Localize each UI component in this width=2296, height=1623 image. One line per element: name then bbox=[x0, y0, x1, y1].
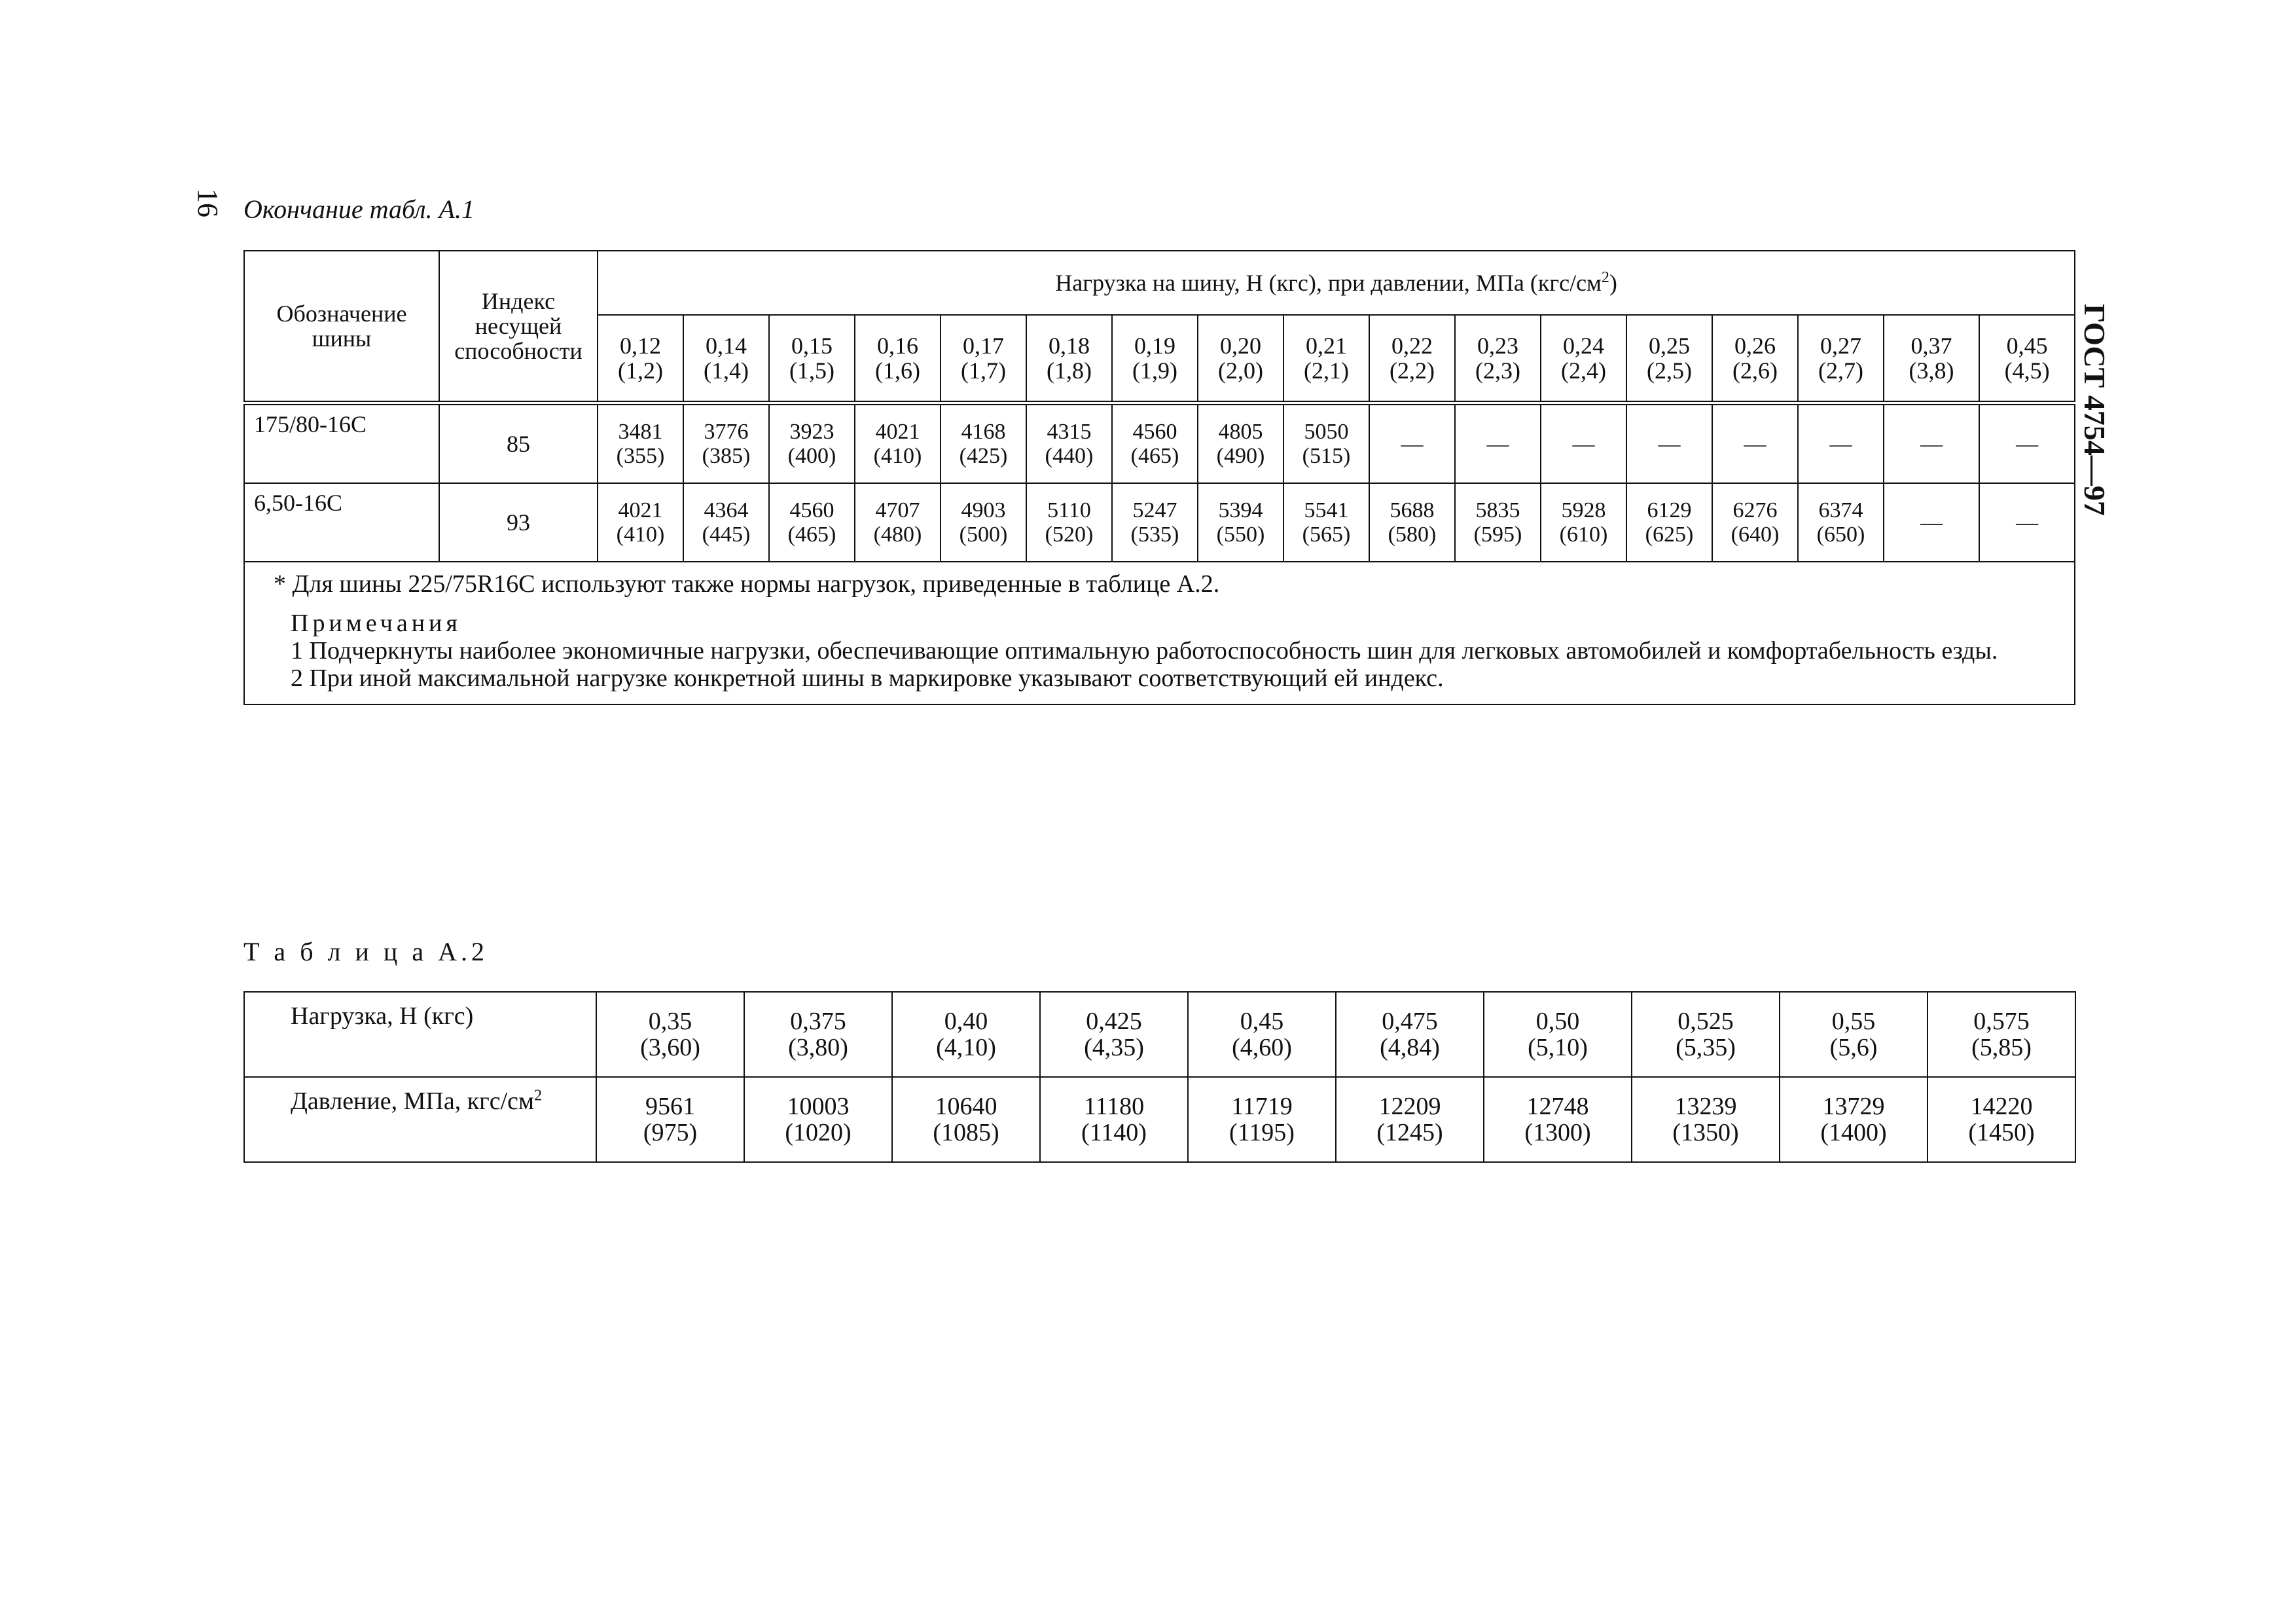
load-cell bbox=[1198, 403, 1283, 484]
load-cell-kgf: (440) bbox=[1045, 444, 1094, 468]
load-cell-kgf: (500) bbox=[959, 522, 1008, 547]
notes-heading: Примечания bbox=[291, 610, 461, 637]
load-cell-value: — bbox=[1920, 510, 1943, 535]
a2-pressure-cell-value: 13729 bbox=[1822, 1093, 1885, 1120]
a2-load-cell bbox=[1188, 992, 1336, 1077]
pressure-label-text: Давление, МПа, кгс/см bbox=[291, 1087, 535, 1115]
load-cell bbox=[683, 483, 769, 562]
pressure-header-cell-kgf: (2,0) bbox=[1218, 357, 1263, 384]
pressure-header-cell-kgf: (1,7) bbox=[961, 357, 1006, 384]
a2-load-cell bbox=[1632, 992, 1780, 1077]
pressure-header-cell-kgf: (2,5) bbox=[1647, 357, 1692, 384]
a2-load-cell-value: 0,425 bbox=[1086, 1008, 1142, 1035]
pressure-header-cell bbox=[769, 315, 855, 403]
load-cell-kgf: (465) bbox=[1130, 444, 1179, 468]
load-index-cell: 85 bbox=[439, 403, 598, 484]
table-a2-caption: Т а б л и ц а А.2 bbox=[243, 937, 488, 966]
header-load-group-text: Нагрузка на шину, Н (кгс), при давлении, МПа (кгс/см bbox=[1055, 270, 1602, 296]
a2-pressure-cell-kgf: (1300) bbox=[1524, 1119, 1591, 1146]
load-cell bbox=[1369, 403, 1455, 484]
load-cell-kgf: (425) bbox=[959, 444, 1008, 468]
load-cell bbox=[683, 403, 769, 484]
a2-load-cell bbox=[744, 992, 892, 1077]
header-load-group bbox=[598, 251, 2075, 315]
pressure-header-cell bbox=[1541, 315, 1626, 403]
pressure-header-cell-kgf: (1,5) bbox=[789, 357, 834, 384]
load-cell bbox=[1626, 403, 1712, 484]
load-cell-value: 4364 bbox=[704, 498, 749, 522]
pressure-header-cell bbox=[1283, 315, 1369, 403]
a2-pressure-cell-kgf: (975) bbox=[643, 1119, 698, 1146]
load-cell-value: 5928 bbox=[1561, 498, 1606, 522]
a2-pressure-cell-value: 12209 bbox=[1378, 1093, 1441, 1120]
pressure-header-cell-kgf: (1,8) bbox=[1047, 357, 1092, 384]
pressure-header-cell-value: 0,45 bbox=[2006, 333, 2048, 359]
a2-load-cell-value: 0,575 bbox=[1973, 1008, 2030, 1035]
pressure-header-cell-kgf: (1,2) bbox=[618, 357, 663, 384]
load-cell-kgf: (465) bbox=[787, 522, 836, 547]
load-cell-value: 3481 bbox=[618, 420, 663, 444]
pressure-header-cell-value: 0,21 bbox=[1306, 333, 1347, 359]
a2-load-cell-kgf: (5,10) bbox=[1528, 1034, 1588, 1061]
load-cell-kgf: (565) bbox=[1302, 522, 1351, 547]
a2-load-cell-kgf: (4,10) bbox=[936, 1034, 996, 1061]
pressure-header-cell bbox=[1626, 315, 1712, 403]
load-cell-value: 5688 bbox=[1390, 498, 1435, 522]
load-cell bbox=[1712, 483, 1798, 562]
load-cell-kgf: (410) bbox=[873, 444, 922, 468]
pressure-header-cell bbox=[1369, 315, 1455, 403]
a2-load-cell-value: 0,55 bbox=[1831, 1008, 1876, 1035]
load-cell bbox=[1541, 483, 1626, 562]
a2-pressure-cell-value: 11719 bbox=[1231, 1093, 1293, 1120]
a2-pressure-cell-value: 14220 bbox=[1970, 1093, 2033, 1120]
load-cell bbox=[1979, 483, 2075, 562]
a2-pressure-cell bbox=[1484, 1077, 1632, 1162]
load-cell bbox=[855, 483, 941, 562]
a2-pressure-cell-kgf: (1245) bbox=[1376, 1119, 1443, 1146]
a2-load-cell bbox=[1040, 992, 1188, 1077]
header-tire-designation: Обозначение шины bbox=[244, 251, 439, 403]
a2-pressure-cell-kgf: (1085) bbox=[933, 1119, 999, 1146]
load-cell bbox=[1455, 403, 1541, 484]
load-cell bbox=[598, 403, 683, 484]
a2-pressure-cell bbox=[1188, 1077, 1336, 1162]
load-cell-value: 4315 bbox=[1047, 420, 1092, 444]
pressure-header-cell-kgf: (3,8) bbox=[1909, 357, 1954, 384]
load-cell bbox=[1884, 403, 1979, 484]
load-cell bbox=[941, 403, 1026, 484]
pressure-label-sup: 2 bbox=[534, 1087, 543, 1104]
a2-pressure-cell bbox=[1336, 1077, 1484, 1162]
table-a1-notes bbox=[244, 562, 2075, 704]
table-row bbox=[244, 403, 2075, 484]
a2-pressure-cell-kgf: (1020) bbox=[785, 1119, 852, 1146]
load-cell-value: — bbox=[1829, 431, 1852, 456]
pressure-header-cell-value: 0,24 bbox=[1563, 333, 1604, 359]
load-cell-value: 3923 bbox=[789, 420, 834, 444]
pressure-header-cell-value: 0,12 bbox=[620, 333, 661, 359]
a2-pressure-cell bbox=[1780, 1077, 1928, 1162]
a2-pressure-cell bbox=[744, 1077, 892, 1162]
load-cell-value: 6374 bbox=[1818, 498, 1863, 522]
pressure-header-cell-kgf: (1,9) bbox=[1132, 357, 1177, 384]
load-cell bbox=[1798, 403, 1884, 484]
load-cell-value: — bbox=[1486, 431, 1509, 456]
load-cell bbox=[769, 483, 855, 562]
load-cell-kgf: (515) bbox=[1302, 444, 1351, 468]
pressure-header-cell bbox=[1198, 315, 1283, 403]
a2-load-cell-value: 0,35 bbox=[648, 1008, 692, 1035]
pressure-header-cell bbox=[1979, 315, 2075, 403]
load-cell-kgf: (650) bbox=[1816, 522, 1865, 547]
note-2: 2 При иной максимальной нагрузке конкретной шины в маркировке указывают соответствующий ей индекс. bbox=[291, 665, 1444, 692]
a2-pressure-cell-kgf: (1195) bbox=[1229, 1119, 1295, 1146]
load-cell-value: 3776 bbox=[704, 420, 749, 444]
load-cell-kgf: (520) bbox=[1045, 522, 1094, 547]
load-cell-kgf: (595) bbox=[1473, 522, 1522, 547]
load-cell-value: 4168 bbox=[961, 420, 1006, 444]
load-cell-kgf: (445) bbox=[702, 522, 751, 547]
load-cell-kgf: (640) bbox=[1731, 522, 1780, 547]
a2-load-cell-kgf: (3,80) bbox=[788, 1034, 848, 1061]
load-cell-kgf: (490) bbox=[1216, 444, 1265, 468]
pressure-header-cell-value: 0,27 bbox=[1820, 333, 1861, 359]
a2-load-cell bbox=[892, 992, 1040, 1077]
load-cell bbox=[1712, 403, 1798, 484]
pressure-header-cell bbox=[1026, 315, 1112, 403]
load-cell-kgf: (535) bbox=[1130, 522, 1179, 547]
pressure-header-cell-value: 0,16 bbox=[877, 333, 918, 359]
a2-load-cell-kgf: (4,84) bbox=[1380, 1034, 1440, 1061]
a2-pressure-cell-value: 10640 bbox=[935, 1093, 997, 1120]
load-cell-value: 6276 bbox=[1732, 498, 1778, 522]
load-cell-value: 4903 bbox=[961, 498, 1006, 522]
load-cell-value: 6129 bbox=[1647, 498, 1692, 522]
load-cell-kgf: (625) bbox=[1645, 522, 1694, 547]
load-cell-value: — bbox=[1920, 431, 1943, 456]
a2-pressure-cell bbox=[1632, 1077, 1780, 1162]
load-cell-kgf: (480) bbox=[873, 522, 922, 547]
a2-pressure-cell-kgf: (1350) bbox=[1672, 1119, 1739, 1146]
pressure-header-cell-value: 0,17 bbox=[963, 333, 1004, 359]
a2-pressure-cell-kgf: (1140) bbox=[1081, 1119, 1147, 1146]
footnote: * Для шины 225/75R16C используют также нормы нагрузок, приведенные в таблице А.2. bbox=[274, 570, 1220, 598]
a2-pressure-cell-value: 9561 bbox=[645, 1093, 695, 1120]
pressure-header-cell-kgf: (2,3) bbox=[1475, 357, 1520, 384]
load-index-cell: 93 bbox=[439, 483, 598, 562]
pressure-header-cell-kgf: (2,6) bbox=[1732, 357, 1778, 384]
a2-load-cell-value: 0,40 bbox=[944, 1008, 988, 1035]
a2-load-cell-kgf: (5,85) bbox=[1971, 1034, 2032, 1061]
load-cell bbox=[1283, 403, 1369, 484]
load-cell-kgf: (400) bbox=[787, 444, 836, 468]
pressure-header-cell-kgf: (2,4) bbox=[1561, 357, 1606, 384]
a2-load-cell bbox=[1928, 992, 2075, 1077]
a2-load-cell bbox=[1780, 992, 1928, 1077]
a2-load-cell-value: 0,50 bbox=[1535, 1008, 1580, 1035]
load-cell bbox=[941, 483, 1026, 562]
pressure-header-cell-value: 0,20 bbox=[1220, 333, 1261, 359]
a2-pressure-cell-value: 12748 bbox=[1526, 1093, 1589, 1120]
load-cell-value: 5247 bbox=[1132, 498, 1177, 522]
header-load-group-end: ) bbox=[1609, 270, 1617, 296]
table-a2 bbox=[243, 991, 2076, 1163]
load-cell bbox=[1026, 483, 1112, 562]
a2-pressure-cell-value: 13239 bbox=[1674, 1093, 1737, 1120]
load-cell bbox=[1979, 403, 2075, 484]
pressure-header-cell-value: 0,26 bbox=[1734, 333, 1776, 359]
pressure-header-cell-kgf: (1,6) bbox=[875, 357, 920, 384]
a2-load-cell-kgf: (4,35) bbox=[1084, 1034, 1144, 1061]
a2-load-cell-kgf: (5,6) bbox=[1829, 1034, 1878, 1061]
table-a1 bbox=[243, 250, 2075, 705]
pressure-header-cell-value: 0,14 bbox=[706, 333, 747, 359]
load-cell-value: — bbox=[2016, 510, 2039, 535]
header-load-index: Индекс несущей способности bbox=[439, 251, 598, 403]
load-cell-value: 5541 bbox=[1304, 498, 1349, 522]
a2-load-cell-kgf: (5,35) bbox=[1676, 1034, 1736, 1061]
a2-pressure-cell-value: 11180 bbox=[1083, 1093, 1145, 1120]
load-cell-value: 5835 bbox=[1475, 498, 1520, 522]
load-cell bbox=[769, 403, 855, 484]
load-cell-kgf: (610) bbox=[1559, 522, 1608, 547]
a2-load-cell-kgf: (4,60) bbox=[1232, 1034, 1292, 1061]
pressure-header-cell bbox=[1798, 315, 1884, 403]
load-cell-value: 5110 bbox=[1047, 498, 1091, 522]
a2-pressure-cell bbox=[1040, 1077, 1188, 1162]
page-number: 16 bbox=[192, 189, 224, 217]
tire-designation-cell: 175/80-16C bbox=[244, 403, 439, 484]
pressure-header-cell bbox=[1884, 315, 1979, 403]
a2-load-cell-value: 0,525 bbox=[1677, 1008, 1734, 1035]
a2-load-cell-value: 0,375 bbox=[790, 1008, 846, 1035]
header-load-group-sup: 2 bbox=[1601, 269, 1609, 286]
table-a1-caption: Окончание табл. А.1 bbox=[243, 194, 475, 224]
load-cell bbox=[1884, 483, 1979, 562]
pressure-header-cell-kgf: (2,2) bbox=[1390, 357, 1435, 384]
load-cell bbox=[1112, 403, 1198, 484]
load-cell-value: 4707 bbox=[875, 498, 920, 522]
a2-pressure-cell bbox=[1928, 1077, 2075, 1162]
load-cell bbox=[1198, 483, 1283, 562]
pressure-header-cell-value: 0,19 bbox=[1134, 333, 1175, 359]
load-cell bbox=[1541, 403, 1626, 484]
a2-pressure-cell-value: 10003 bbox=[787, 1093, 850, 1120]
load-cell-value: — bbox=[1744, 431, 1767, 456]
a2-pressure-cell bbox=[596, 1077, 744, 1162]
load-cell bbox=[1112, 483, 1198, 562]
a2-load-cell-kgf: (3,60) bbox=[640, 1034, 700, 1061]
load-cell bbox=[1798, 483, 1884, 562]
load-cell-kgf: (385) bbox=[702, 444, 751, 468]
pressure-header-cell bbox=[683, 315, 769, 403]
load-cell-value: — bbox=[2016, 431, 2039, 456]
pressure-header-cell-kgf: (4,5) bbox=[2004, 357, 2050, 384]
load-cell-value: 5050 bbox=[1304, 420, 1349, 444]
pressure-header-cell-kgf: (2,7) bbox=[1818, 357, 1863, 384]
pressure-header-cell-value: 0,37 bbox=[1910, 333, 1952, 359]
a2-load-cell bbox=[1336, 992, 1484, 1077]
table-a2-row-label-pressure bbox=[244, 1077, 596, 1162]
table-row bbox=[244, 483, 2075, 562]
pressure-header-cell-value: 0,25 bbox=[1649, 333, 1690, 359]
load-cell-value: — bbox=[1401, 431, 1424, 456]
document-code: ГОСТ 4754—97 bbox=[2078, 304, 2111, 516]
load-cell bbox=[1369, 483, 1455, 562]
a2-load-cell bbox=[596, 992, 744, 1077]
pressure-header-cell bbox=[1712, 315, 1798, 403]
pressure-header-cell bbox=[598, 315, 683, 403]
load-cell-value: — bbox=[1572, 431, 1595, 456]
a2-pressure-cell-kgf: (1400) bbox=[1820, 1119, 1887, 1146]
load-cell-kgf: (410) bbox=[616, 522, 665, 547]
load-cell bbox=[1455, 483, 1541, 562]
table-a2-row-label-load: Нагрузка, Н (кгс) bbox=[244, 992, 596, 1077]
a2-load-cell bbox=[1484, 992, 1632, 1077]
pressure-header-cell-value: 0,22 bbox=[1391, 333, 1433, 359]
pressure-header-cell bbox=[941, 315, 1026, 403]
pressure-header-cell-value: 0,15 bbox=[791, 333, 833, 359]
load-cell bbox=[598, 483, 683, 562]
load-cell-kgf: (355) bbox=[616, 444, 665, 468]
a2-load-cell-value: 0,475 bbox=[1382, 1008, 1438, 1035]
pressure-header-cell-kgf: (2,1) bbox=[1304, 357, 1349, 384]
pressure-header-cell bbox=[1455, 315, 1541, 403]
tire-designation-cell: 6,50-16C bbox=[244, 483, 439, 562]
note-1: 1 Подчеркнуты наиболее экономичные нагрузки, обеспечивающие оптимальную работоспособность шин для легковых автомобилей и комфортабельность езды. bbox=[291, 637, 1998, 665]
load-cell-kgf: (550) bbox=[1216, 522, 1265, 547]
load-cell-value: 4021 bbox=[875, 420, 920, 444]
load-cell bbox=[855, 403, 941, 484]
pressure-header-cell-value: 0,18 bbox=[1049, 333, 1090, 359]
load-cell-value: 5394 bbox=[1218, 498, 1263, 522]
pressure-header-cell-kgf: (1,4) bbox=[704, 357, 749, 384]
pressure-header-cell bbox=[1112, 315, 1198, 403]
a2-load-cell-value: 0,45 bbox=[1240, 1008, 1284, 1035]
load-cell-value: 4805 bbox=[1218, 420, 1263, 444]
load-cell-value: 4560 bbox=[789, 498, 834, 522]
load-cell bbox=[1283, 483, 1369, 562]
load-cell-value: — bbox=[1658, 431, 1681, 456]
load-cell-kgf: (580) bbox=[1388, 522, 1437, 547]
a2-pressure-cell bbox=[892, 1077, 1040, 1162]
load-cell bbox=[1626, 483, 1712, 562]
load-cell-value: 4021 bbox=[618, 498, 663, 522]
load-cell bbox=[1026, 403, 1112, 484]
pressure-header-cell bbox=[855, 315, 941, 403]
load-cell-value: 4560 bbox=[1132, 420, 1177, 444]
pressure-header-cell-value: 0,23 bbox=[1477, 333, 1518, 359]
a2-pressure-cell-kgf: (1450) bbox=[1968, 1119, 2035, 1146]
